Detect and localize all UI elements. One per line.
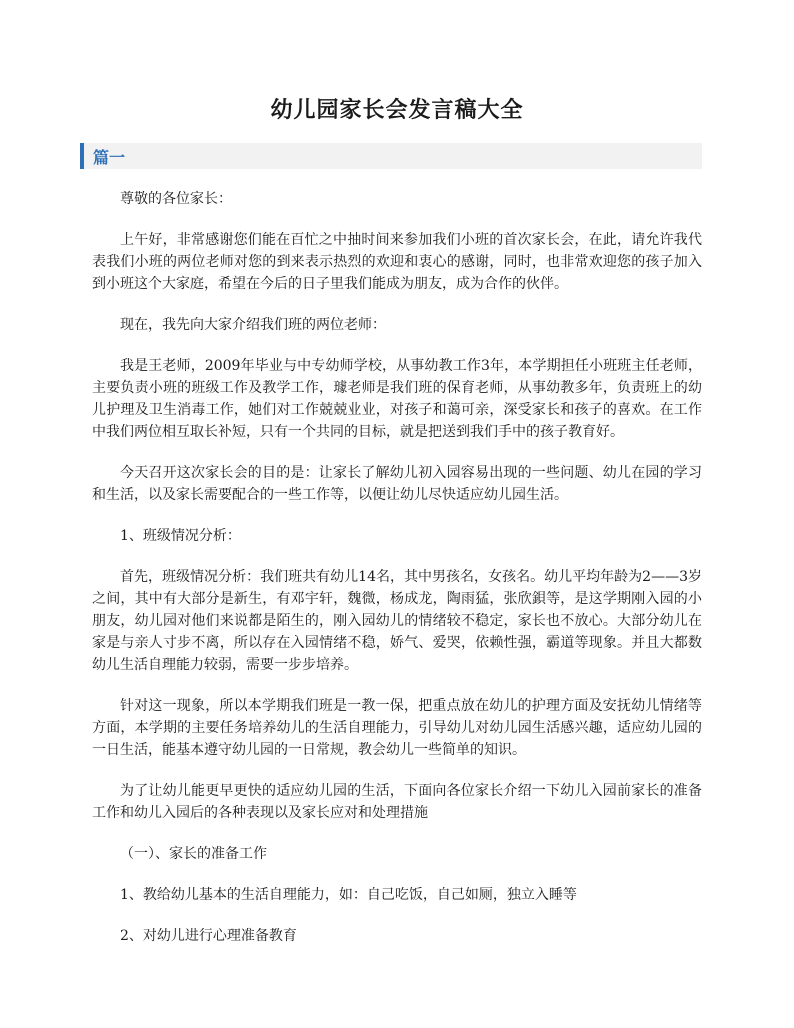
paragraph-class-analysis: 首先，班级情况分析：我们班共有幼儿14名，其中男孩名，女孩名。幼儿平均年龄为2——3岁之间，其中有大部分是新生，有邓宇轩，魏微，杨成龙，陶雨猛，张欣鋇等，是这学期刚入园的小朋友，幼儿园对他们来说都是陌生的，刚入园幼儿的情绪较不稳定，家长也不放心。大部分幼儿在家是与亲人寸步不离，所以存在入园情绪不稳，娇气、爱哭，依赖性强，霸道等现象。并且大都数幼儿生活自理能力较弱，需要一步步培养。 bbox=[92, 569, 702, 673]
paragraph-semester-focus: 针对这一现象，所以本学期我们班是一教一保，把重点放在幼儿的护理方面及安抚幼儿情绪等方面，本学期的主要任务培养幼儿的生活自理能力，引导幼儿对幼儿园生活感兴趣，适应幼儿园的一日生活，能基本遵守幼儿园的一日常规，教会幼儿一些简单的知识。 bbox=[92, 698, 702, 758]
paragraph-teacher-profiles: 我是王老师，2009年毕业与中专幼师学校，从事幼教工作3年，本学期担任小班班主任老师，主要负责小班的班级工作及教学工作，璩老师是我们班的保育老师，从事幼教多年，负责班上的幼儿护理及卫生消毒工作，她们对工作兢兢业业，对孩子和蔼可亲，深受家长和孩子的喜欢。在工作中我们两位相互取长补短，只有一个共同的目标，就是把送到我们手中的孩子教育好。 bbox=[92, 358, 702, 440]
paragraph-salutation: 尊敬的各位家长： bbox=[120, 191, 232, 207]
paragraph-adaptation-intro: 为了让幼儿能更早更快的适应幼儿园的生活，下面向各位家长介绍一下幼儿入园前家长的准备工作和幼儿入园后的各种表现以及家长应对和处理措施 bbox=[92, 783, 702, 821]
paragraph-parent-prep-heading: （一）、家长的准备工作 bbox=[120, 846, 267, 862]
paragraph-greeting: 上午好，非常感谢您们能在百忙之中抽时间来参加我们小班的首次家长会，在此，请允许我代表我们小班的两位老师对您的到来表示热烈的欢迎和衷心的感谢，同时，也非常欢迎您的孩子加入到小班这个大家庭，希望在今后的日子里我们能成为朋友，成为合作的伙伴。 bbox=[92, 232, 702, 292]
paragraph-prep-item-1: 1、教给幼儿基本的生活自理能力，如：自己吃饭，自己如厕，独立入睡等 bbox=[120, 887, 577, 903]
document-title: 幼儿园家长会发言稿大全 bbox=[270, 97, 524, 123]
paragraph-class-analysis-heading: 1、班级情况分析： bbox=[120, 528, 241, 544]
paragraph-intro-teachers: 现在，我先向大家介绍我们班的两位老师： bbox=[120, 317, 386, 333]
paragraph-prep-item-2: 2、对幼儿进行心理准备教育 bbox=[120, 928, 297, 944]
document-body bbox=[92, 188, 702, 966]
paragraph-meeting-purpose: 今天召开这次家长会的目的是：让家长了解幼儿初入园容易出现的一些问题、幼儿在园的学习和生活，以及家长需要配合的一些工作等，以便让幼儿尽快适应幼儿园生活。 bbox=[92, 465, 702, 503]
section-label: 篇一 bbox=[93, 148, 126, 167]
section-heading bbox=[80, 143, 702, 169]
